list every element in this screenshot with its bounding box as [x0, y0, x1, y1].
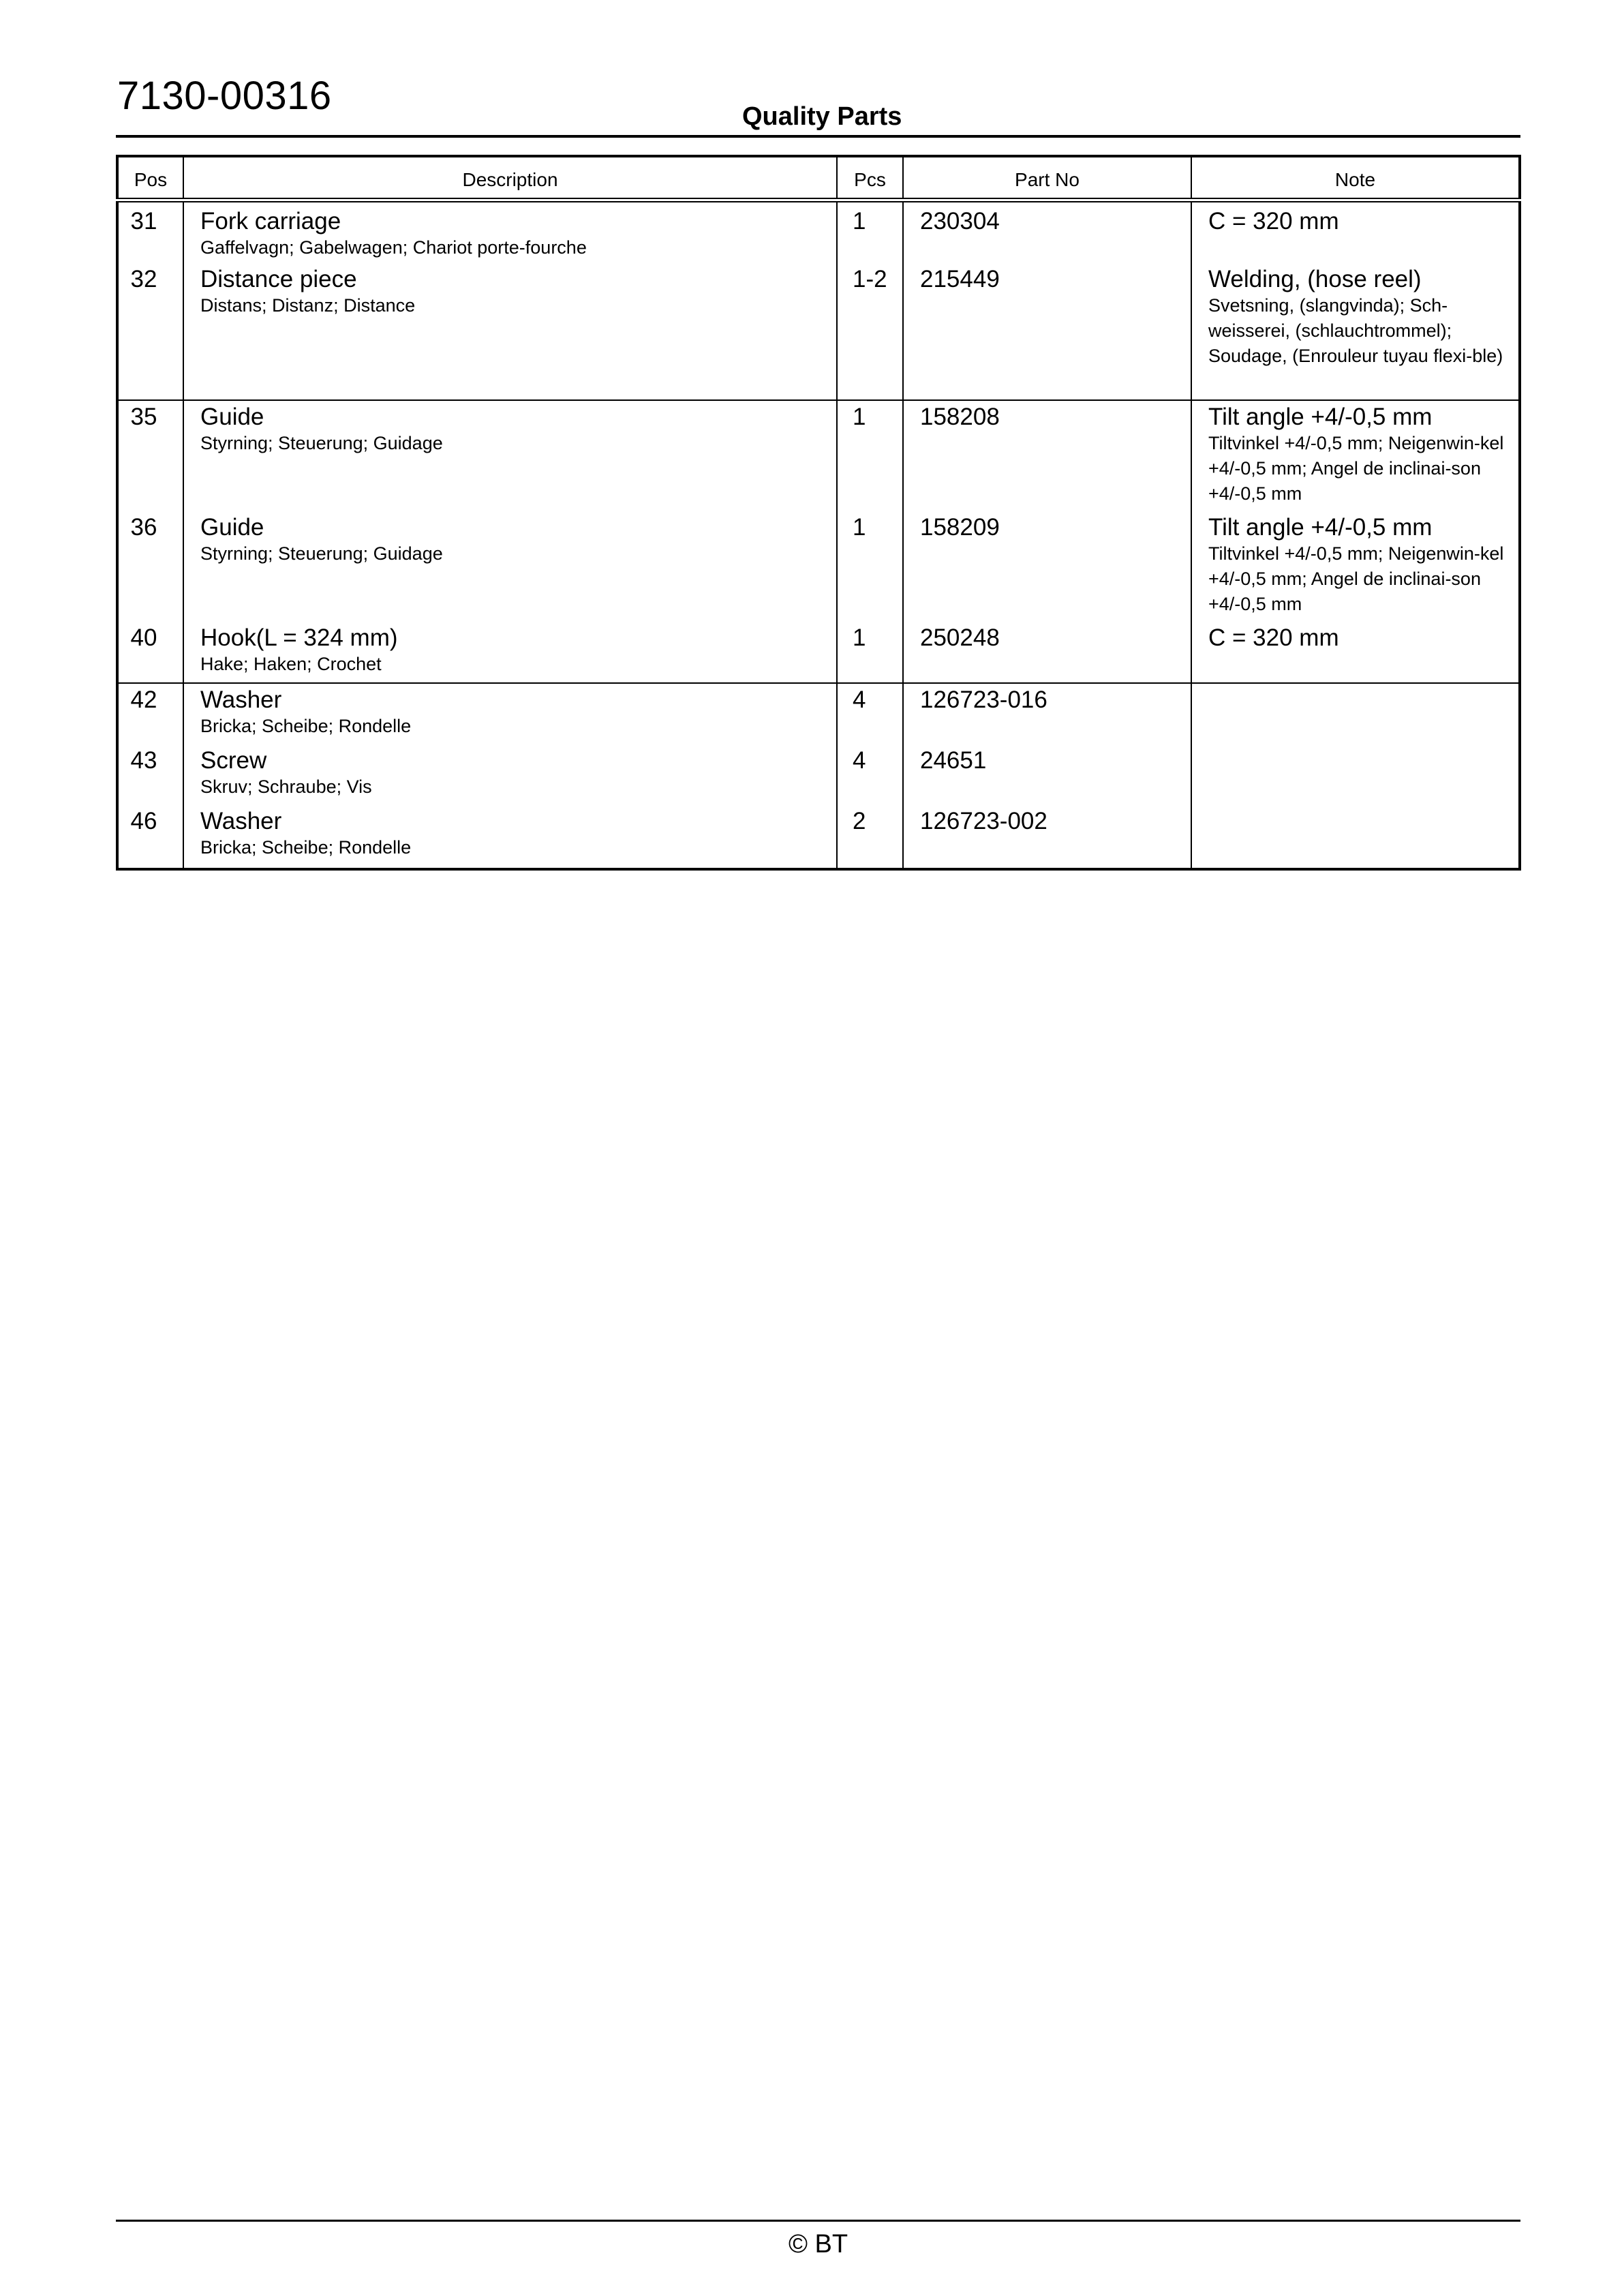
part-translations: Gaffelvagn; Gabelwagen; Chariot porte-fourche	[200, 237, 587, 258]
pos-value: 36	[130, 514, 157, 541]
part-translations: Styrning; Steuerung; Guidage	[200, 433, 443, 453]
pcs-value: 1	[853, 514, 866, 541]
part-translations: Bricka; Scheibe; Rondelle	[200, 837, 412, 858]
pcs-cell	[837, 400, 903, 683]
note-translations: Tiltvinkel +4/-0,5 mm; Neigenwin-kel +4/-0,5 mm; Angel de inclinai-son +4/-0,5 mm	[1208, 543, 1504, 614]
pos-value: 40	[130, 624, 157, 651]
parts-table	[116, 155, 1521, 871]
document-number: 7130-00316	[117, 74, 332, 118]
column-header-part-no: Part No	[903, 156, 1191, 200]
pos-value: 46	[130, 808, 157, 834]
column-header-pos: Pos	[117, 156, 183, 200]
part-number: 126723-002	[920, 808, 1047, 834]
note-cell	[1191, 200, 1520, 401]
note-text: Tilt angle +4/-0,5 mm	[1208, 404, 1433, 430]
part-description: Guide	[200, 404, 264, 430]
part-no-cell	[903, 400, 1191, 683]
part-number: 250248	[920, 624, 1000, 651]
part-translations: Hake; Haken; Crochet	[200, 654, 382, 674]
part-translations: Distans; Distanz; Distance	[200, 295, 416, 316]
note-text: C = 320 mm	[1208, 208, 1339, 235]
column-header-description: Description	[183, 156, 837, 200]
part-number: 158209	[920, 514, 1000, 541]
part-number: 24651	[920, 747, 987, 774]
section-title: Quality Parts	[742, 102, 902, 131]
table-header-row	[117, 156, 1520, 200]
part-translations: Bricka; Scheibe; Rondelle	[200, 716, 412, 736]
part-translations: Skruv; Schraube; Vis	[200, 776, 372, 797]
note-cell	[1191, 683, 1520, 869]
part-description: Washer	[200, 686, 282, 713]
part-description: Fork carriage	[200, 208, 341, 235]
description-cell	[183, 400, 837, 683]
note-translations: Tiltvinkel +4/-0,5 mm; Neigenwin-kel +4/-0,5 mm; Angel de inclinai-son +4/-0,5 mm	[1208, 433, 1504, 504]
pos-value: 31	[130, 208, 157, 235]
column-header-pcs: Pcs	[837, 156, 903, 200]
part-number: 158208	[920, 404, 1000, 430]
part-description: Screw	[200, 747, 267, 774]
pcs-cell	[837, 683, 903, 869]
part-description: Hook(L = 324 mm)	[200, 624, 398, 651]
note-translations: Svetsning, (slangvinda); Sch-weisserei, (schlauchtrommel); Soudage, (Enrouleur tuyau flexi-ble)	[1208, 295, 1503, 366]
note-text	[1208, 684, 1505, 744]
pcs-value: 2	[853, 808, 866, 834]
pos-value: 43	[130, 747, 157, 774]
note-text: C = 320 mm	[1208, 624, 1339, 651]
note-cell	[1191, 400, 1520, 683]
pcs-value: 4	[853, 686, 866, 713]
part-description: Distance piece	[200, 266, 357, 292]
part-number: 230304	[920, 208, 1000, 235]
footer-divider	[116, 2220, 1520, 2222]
pcs-value: 1-2	[853, 266, 887, 292]
table-row-group-1	[117, 200, 1520, 401]
table-row-group-3	[117, 683, 1520, 869]
part-translations: Styrning; Steuerung; Guidage	[200, 543, 443, 564]
pos-value: 42	[130, 686, 157, 713]
pos-cell	[117, 200, 183, 401]
part-no-cell	[903, 683, 1191, 869]
header-divider	[116, 135, 1520, 138]
pcs-value: 1	[853, 624, 866, 651]
copyright-footer: © BT	[788, 2230, 848, 2259]
note-text: Welding, (hose reel)	[1208, 266, 1422, 292]
pcs-value: 1	[853, 404, 866, 430]
part-description: Washer	[200, 808, 282, 834]
part-no-cell	[903, 200, 1191, 401]
note-text	[1208, 744, 1505, 805]
pcs-value: 4	[853, 747, 866, 774]
part-number: 126723-016	[920, 686, 1047, 713]
note-text: Tilt angle +4/-0,5 mm	[1208, 514, 1433, 541]
pcs-value: 1	[853, 208, 866, 235]
pos-cell	[117, 683, 183, 869]
pos-value: 35	[130, 404, 157, 430]
note-text	[1208, 805, 1505, 868]
pos-value: 32	[130, 266, 157, 292]
table-row-group-2	[117, 400, 1520, 683]
pos-cell	[117, 400, 183, 683]
column-header-note: Note	[1191, 156, 1520, 200]
pcs-cell	[837, 200, 903, 401]
part-number: 215449	[920, 266, 1000, 292]
description-cell	[183, 683, 837, 869]
description-cell	[183, 200, 837, 401]
part-description: Guide	[200, 514, 264, 541]
